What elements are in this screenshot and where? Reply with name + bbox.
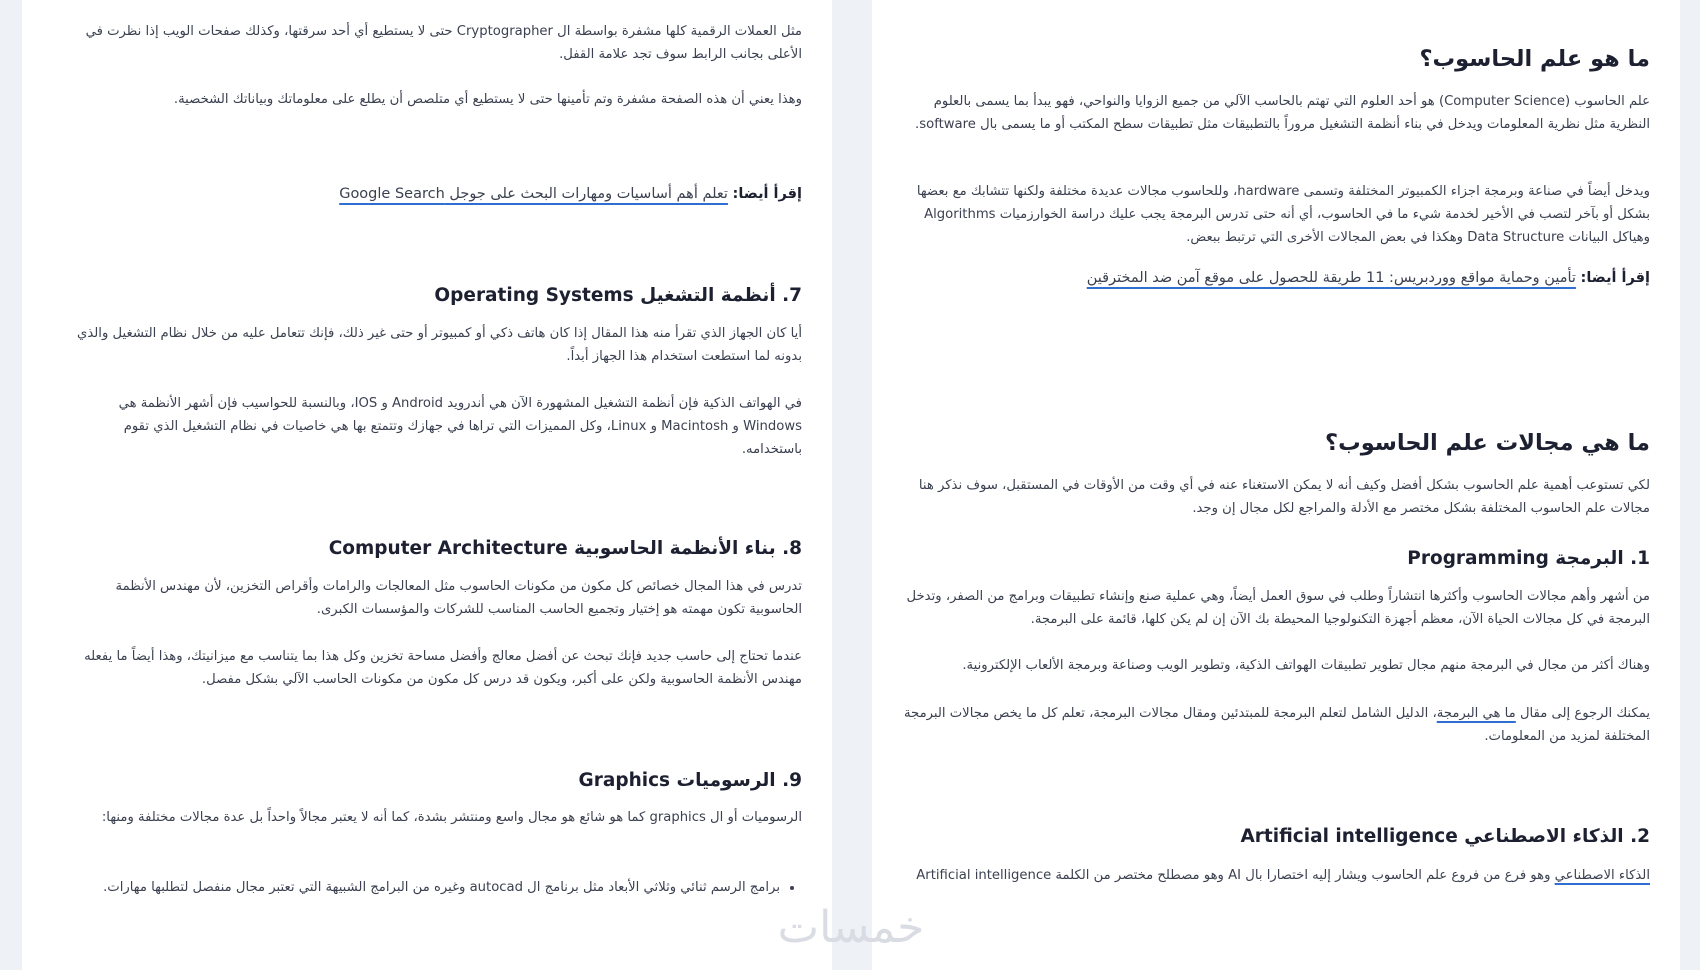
heading-operating-systems: 7. أنظمة التشغيل Operating Systems	[434, 285, 802, 306]
read-also-link[interactable]: تأمين وحماية مواقع ووردبريس: 11 طريقة للحصول على موقع آمن ضد المخترقين	[1086, 270, 1576, 286]
text-segment: وهو فرع من فروع علم الحاسوب ويشار إليه اختصارا بال AI وهو مصطلح مختصر من الكلمة Artificial intelligence	[916, 868, 1555, 883]
watermark-logo: خمسات	[777, 902, 925, 953]
section-heading	[72, 285, 802, 306]
what-is-programming-link[interactable]: ما هي البرمجة	[1436, 706, 1516, 721]
paragraph	[902, 654, 1650, 677]
heading-graphics: 9. الرسوميات Graphics	[578, 770, 802, 791]
section-heading	[902, 430, 1650, 456]
graphics-list	[72, 876, 802, 899]
paragraph-fields-intro: لكي تستوعب أهمية علم الحاسوب بشكل أفضل وكيف أنه لا يمكن الاستغناء عنه في أي وقت من الأوقات في المستقبل، سوف نذكر هنا مجالات علم الحاسوب المختلفة بشكل مختصر مع الأدلة والمراجع لكل مجال إن وجد.	[918, 478, 1650, 516]
paragraph	[902, 585, 1650, 631]
read-also-link[interactable]: تعلم أهم أساسيات ومهارات البحث على جوجل Google Search	[339, 186, 728, 202]
paragraph-programming-fields: وهناك أكثر من مجال في البرمجة منهم مجال تطوير تطبيقات الهواتف الذكية، وتطوير الويب وصناعة وبرمجة الألعاب الإلكترونية.	[962, 658, 1650, 673]
paragraph-architecture: تدرس في هذا المجال خصائص كل مكون من مكونات الحاسوب مثل المعالجات والرامات وأقراص التخزين، لأن مهندس الأنظمة الحاسوبية تكون مهمته هو إختيار وتجميع الحاسب المناسب للشركات والمؤسسات الكبرى.	[115, 579, 802, 617]
list-item: • برامج الرسم ثنائي وثلاثي الأبعاد مثل برنامج ال autocad وغيره من البرامج الشبيهة التي تعتبر مجال منفصل لتطلبها مهارات.	[72, 876, 780, 899]
paragraph	[72, 575, 802, 621]
paragraph	[72, 322, 802, 368]
paragraph	[72, 392, 802, 461]
paragraph-graphics: الرسوميات أو ال graphics كما هو شائع هو مجال واسع ومنتشر بشدة، كما أنه لا يعتبر مجالاً واحداً بل عدة مجالات مختلفة ومنها:	[101, 810, 802, 825]
section-heading	[902, 826, 1650, 847]
section-heading	[72, 538, 802, 559]
paragraph-programming: من أشهر وأهم مجالات الحاسوب وأكثرها انتشاراً وطلب في سوق العمل أيضاً، وهي عملية صنع وإنشاء تطبيقات وبرامج من الصفر، وتدخل البرمجة في كل مجالات الحياة الآن، معظم أجهزة التكنولوجيا المحيطة بك الآن إن لم يكن كلها، قائمة على البرمجة.	[906, 589, 1650, 627]
paragraph	[902, 180, 1650, 249]
paragraph	[902, 702, 1650, 748]
section-heading	[902, 46, 1650, 72]
heading-what-is-cs: ما هو علم الحاسوب؟	[1419, 46, 1650, 72]
paragraph-crypto: مثل العملات الرقمية كلها مشفرة بواسطة ال Cryptographer حتى لا يستطيع أي أحد سرقتها، وكذلك صفحات الويب إذا نظرت في الأعلى بجانب الرابط سوف تجد علامة القفل.	[85, 24, 802, 62]
paragraph-cs-definition: علم الحاسوب (Computer Science) هو أحد العلوم التي تهتم بالحاسب الآلي من جميع الزوايا والنواحي، فهو يبدأ بما يسمى بالعلوم النظرية مثل نظرية المعلومات ويدخل في بناء أنظمة التشغيل مروراً بالتطبيقات مثل تطبيقات سطح المكتب أو ما يسمى بال software.	[915, 94, 1650, 132]
article-page-left	[22, 0, 832, 970]
read-also-label: إقرأ أيضا:	[1580, 270, 1650, 286]
heading-ai: 2. الذكاء الاصطناعي Artificial intelligence	[1240, 826, 1650, 847]
paragraph	[902, 474, 1650, 520]
paragraph	[902, 90, 1650, 136]
paragraph-ai	[902, 864, 1650, 887]
read-also-box	[72, 186, 802, 202]
heading-programming: 1. البرمجة Programming	[1407, 548, 1650, 569]
paragraph	[72, 645, 802, 691]
paragraph	[72, 20, 802, 66]
heading-computer-architecture: 8. بناء الأنظمة الحاسوبية Computer Architecture	[328, 538, 802, 559]
paragraph	[72, 88, 802, 111]
read-also-box	[902, 270, 1650, 286]
text-segment: يمكنك الرجوع إلى مقال	[1515, 706, 1650, 721]
paragraph-cs-hardware: ويدخل أيضاً في صناعة وبرمجة اجزاء الكمبيوتر المختلفة وتسمى hardware، وللحاسوب مجالات عديدة مختلفة ولكنها تتشابك مع بعضها بشكل أو بآخر لتصب في الأخير لخدمة شيء ما في الحاسوب، أي أنه حتى تدرس البرمجة يجب عليك دراسة الخوارزميات Algorithms وهياكل البيانات Data Structure وهكذا في بعض المجالات الأخرى التي ترتبط ببعض.	[916, 184, 1650, 245]
paragraph-encrypted-page: وهذا يعني أن هذه الصفحة مشفرة وتم تأمينها حتى لا يستطيع أي متلصص أن يطلع على معلوماتك وبياناتك الشخصية.	[173, 92, 802, 107]
paragraph	[902, 864, 1650, 887]
ai-link[interactable]: الذكاء الاصطناعي	[1554, 868, 1650, 883]
paragraph-programming-ref	[902, 702, 1650, 748]
read-also-label: إقرأ أيضا:	[732, 186, 802, 202]
paragraph-architecture-2: عندما تحتاج إلى حاسب جديد فإنك تبحث عن أفضل معالج وأفضل مساحة تخزين وكل هذا بما يتناسب مع ميزانيتك، وهذا أيضاً ما يفعله مهندس الأنظمة الحاسوبية ولكن على أكبر، ويكون قد درس كل مكون من مكونات الحاسب الآلي بشكل مفصل.	[84, 649, 802, 687]
text-segment: ، الدليل الشامل لتعلم البرمجة للمبتدئين ومقال مجالات البرمجة، تعلم كل ما يخص مجالات البرمجة المختلفة لمزيد من المعلومات.	[903, 706, 1650, 744]
paragraph-os-intro: أيا كان الجهاز الذي تقرأ منه هذا المقال إذا كان هاتف ذكي أو كمبيوتر أو حتى غير ذلك، فإنك تتعامل عليه من خلال نظام التشغيل والذي بدونه لما استطعت استخدام هذا الجهاز أبداً.	[77, 326, 802, 364]
paragraph	[72, 806, 802, 829]
heading-cs-fields: ما هي مجالات علم الحاسوب؟	[1325, 430, 1650, 456]
article-page-right	[872, 0, 1680, 970]
section-heading	[72, 770, 802, 791]
bullet-list	[72, 876, 802, 899]
paragraph-os-examples: في الهواتف الذكية فإن أنظمة التشغيل المشهورة الآن هي أندرويد Android و IOS، وبالنسبة للحواسيب فإن أشهر الأنظمة هي Windows و Macintosh و Linux، وكل المميزات التي تراها في جهازك وتتمتع بها هي خاصيات في نظام التشغيل الذي تقوم باستخدامه.	[118, 396, 802, 457]
section-heading	[902, 548, 1650, 569]
